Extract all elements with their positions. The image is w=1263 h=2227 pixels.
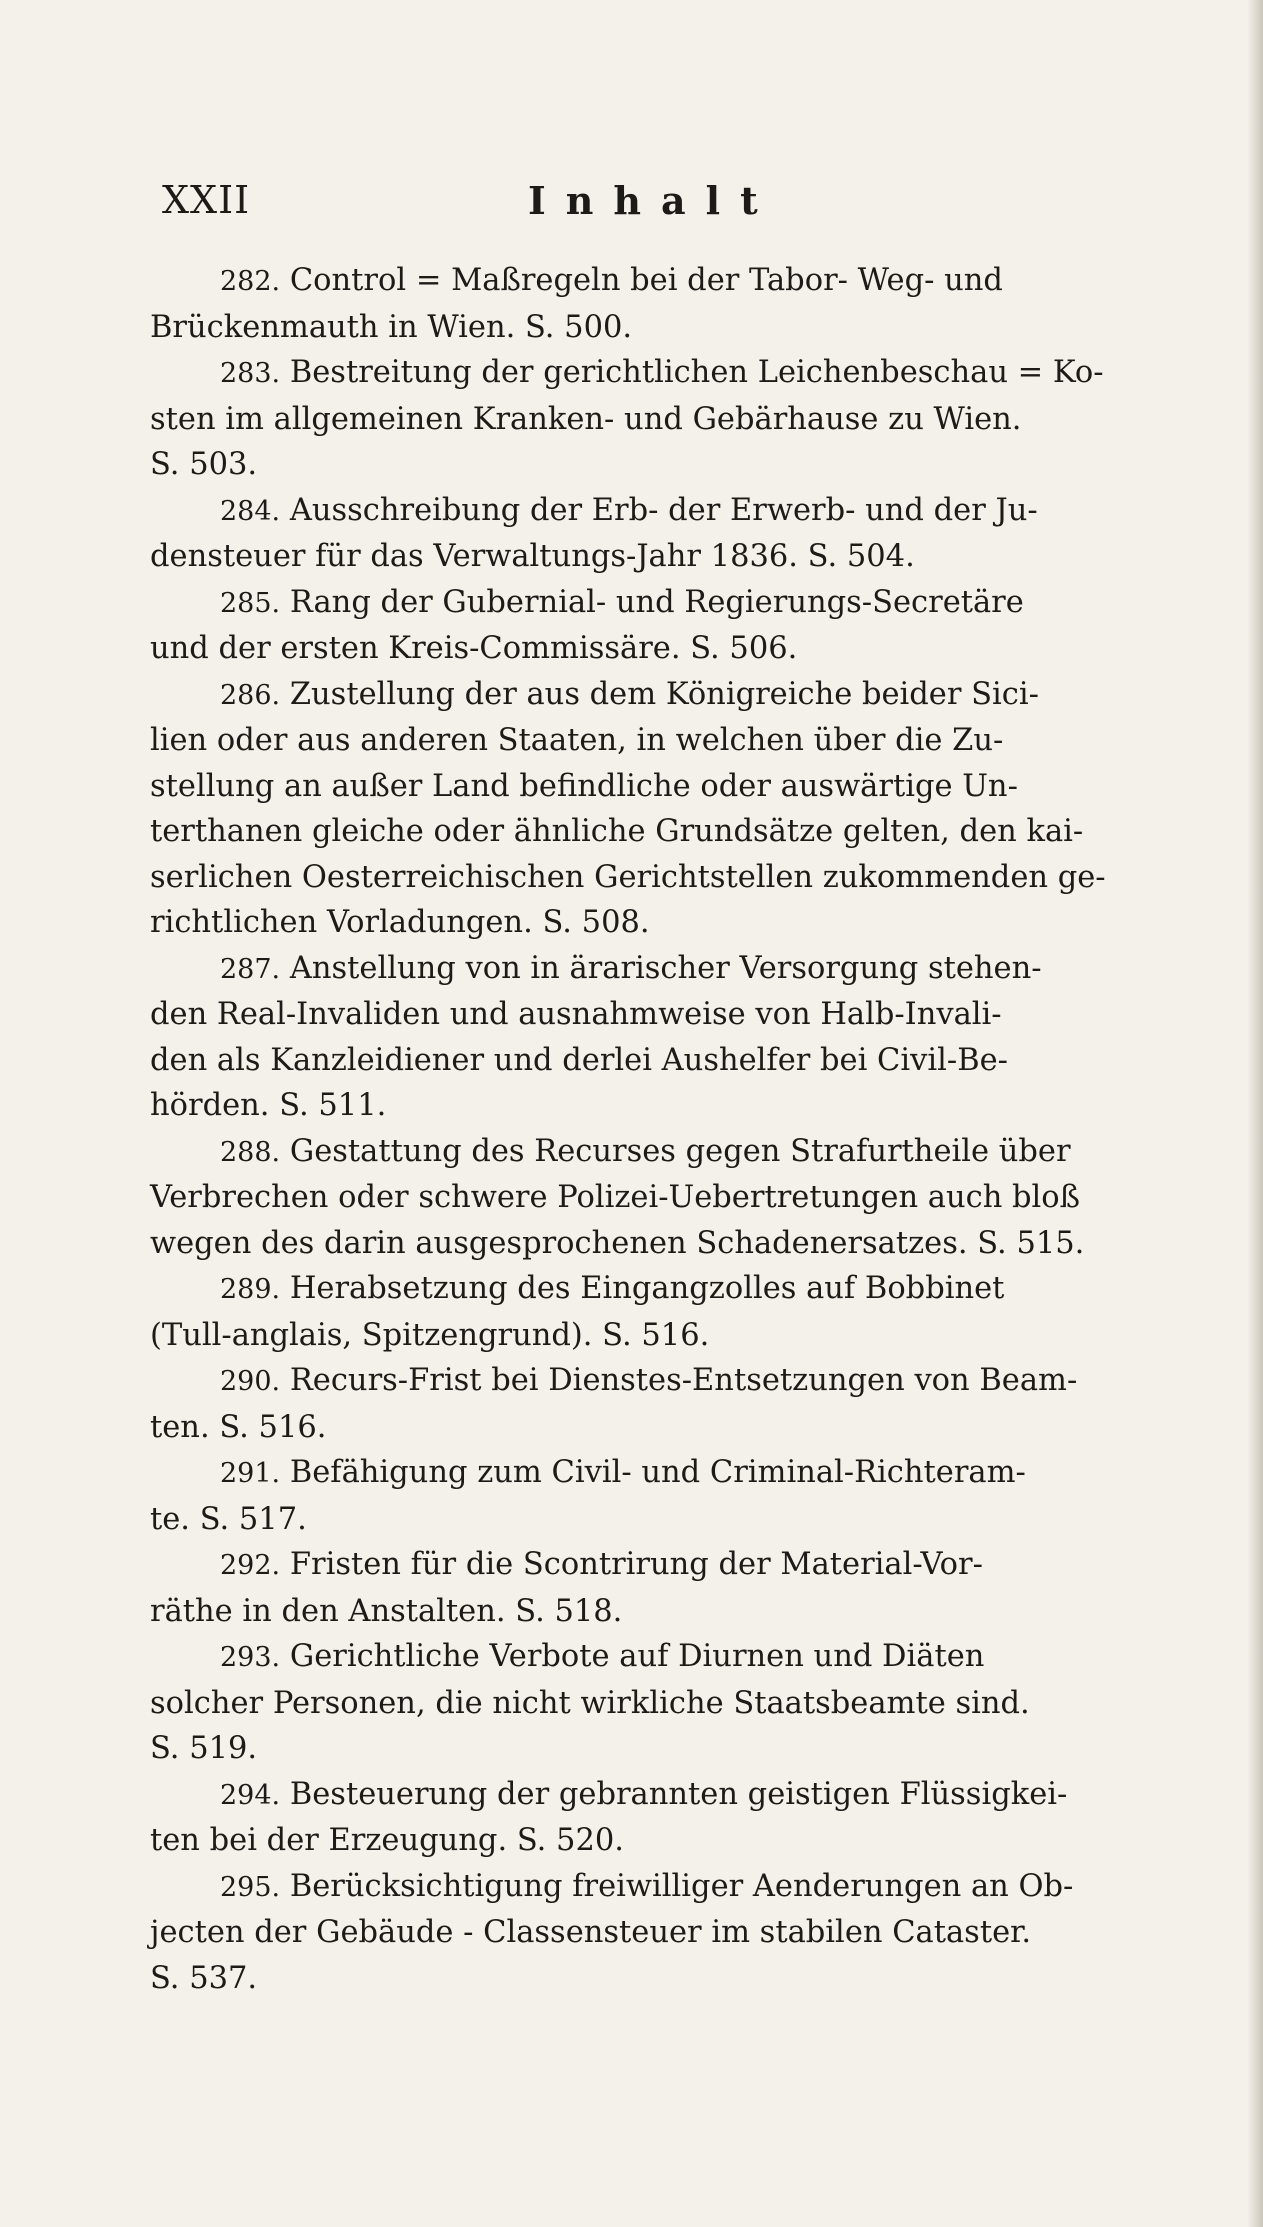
entry-line bbox=[150, 1450, 1120, 1497]
toc-entry bbox=[150, 946, 1120, 1129]
toc-entry bbox=[150, 1864, 1120, 2002]
page-number: XXII bbox=[162, 178, 251, 222]
page bbox=[150, 178, 1120, 2001]
entry-text: Ausschreibung der Erb- der Erwerb- und der Ju- bbox=[289, 492, 1038, 528]
entry-text: Besteuerung der gebrannten geistigen Flüssigkei- bbox=[289, 1776, 1068, 1812]
entry-line: richtlichen Vorladungen. S. 508. bbox=[150, 905, 650, 940]
entry-number: 285. bbox=[220, 587, 281, 619]
page-header bbox=[150, 178, 1120, 248]
entry-line: solcher Personen, die nicht wirkliche Staatsbeamte sind. bbox=[150, 1685, 1030, 1721]
entry-line: te. S. 517. bbox=[150, 1501, 307, 1537]
entry-line bbox=[150, 350, 1120, 397]
entry-line: und der ersten Kreis-Commissäre. S. 506. bbox=[150, 631, 798, 666]
entry-text: Gerichtliche Verbote auf Diurnen und Diäten bbox=[289, 1639, 985, 1674]
entry-number: 295. bbox=[220, 1871, 281, 1903]
entry-text: Fristen für die Scontrirung der Material-Vor- bbox=[289, 1547, 983, 1582]
toc-entry bbox=[150, 1358, 1120, 1450]
entry-text: Rang der Gubernial- und Regierungs-Secretäre bbox=[289, 584, 1024, 620]
running-title: Inhalt bbox=[528, 178, 778, 223]
entry-line: (Tull-anglais, Spitzengrund). S. 516. bbox=[150, 1317, 710, 1353]
entry-line: S. 537. bbox=[150, 1960, 258, 1996]
entry-line bbox=[150, 1772, 1120, 1819]
entry-number: 293. bbox=[220, 1642, 281, 1673]
entry-text: Herabsetzung des Eingangzolles auf Bobbinet bbox=[289, 1271, 1005, 1306]
entry-line bbox=[150, 946, 1120, 993]
toc-entry bbox=[150, 1266, 1120, 1358]
entry-line: sten im allgemeinen Kranken- und Gebärhause zu Wien. bbox=[150, 401, 1022, 437]
entry-line: serlichen Oesterreichischen Gerichtstellen zukommenden ge- bbox=[150, 859, 1106, 895]
entry-number: 282. bbox=[220, 266, 281, 297]
entry-line: terthanen gleiche oder ähnliche Grundsätze gelten, den kai- bbox=[150, 814, 1084, 849]
entry-number: 291. bbox=[220, 1458, 281, 1489]
entry-line: S. 503. bbox=[150, 447, 258, 482]
entry-text: Zustellung der aus dem Königreiche beider Sici- bbox=[289, 676, 1039, 712]
toc-entry bbox=[150, 1129, 1120, 1267]
entry-number: 286. bbox=[220, 679, 281, 711]
entry-line: den Real-Invaliden und ausnahmweise von Halb-Invali- bbox=[150, 997, 1002, 1032]
entry-line bbox=[150, 1542, 1120, 1589]
entry-line: Brückenmauth in Wien. S. 500. bbox=[150, 309, 633, 345]
entry-number: 288. bbox=[220, 1136, 281, 1168]
page-edge bbox=[1247, 0, 1263, 2227]
toc-entry bbox=[150, 1542, 1120, 1634]
entry-line: ten. S. 516. bbox=[150, 1409, 327, 1445]
entry-line: S. 519. bbox=[150, 1731, 258, 1766]
toc-entry bbox=[150, 350, 1120, 488]
toc-entry bbox=[150, 1772, 1120, 1864]
toc-entry bbox=[150, 1634, 1120, 1772]
entry-line bbox=[150, 1358, 1120, 1405]
toc-entry bbox=[150, 258, 1120, 350]
entry-text: Gestattung des Recurses gegen Strafurtheile über bbox=[289, 1133, 1071, 1169]
entry-line bbox=[150, 1864, 1120, 1911]
entry-line: stellung an außer Land befindliche oder auswärtige Un- bbox=[150, 768, 1018, 804]
entry-number: 287. bbox=[220, 953, 281, 985]
entry-number: 292. bbox=[220, 1550, 281, 1581]
entry-line: jecten der Gebäude - Classensteuer im stabilen Cataster. bbox=[150, 1915, 1032, 1950]
entry-line: densteuer für das Verwaltungs-Jahr 1836. S. 504. bbox=[150, 539, 915, 574]
entry-line: hörden. S. 511. bbox=[150, 1088, 387, 1123]
entry-line: den als Kanzleidiener und derlei Aushelfer bei Civil-Be- bbox=[150, 1042, 1008, 1078]
toc-entry bbox=[150, 1450, 1120, 1542]
entry-text: Bestreitung der gerichtlichen Leichenbeschau = Ko- bbox=[289, 355, 1104, 390]
entry-text: Befähigung zum Civil- und Criminal-Richteram- bbox=[289, 1455, 1026, 1490]
entry-line: räthe in den Anstalten. S. 518. bbox=[150, 1593, 623, 1629]
entry-line bbox=[150, 1634, 1120, 1681]
entry-text: Control = Maßregeln bei der Tabor- Weg- und bbox=[289, 263, 1003, 298]
entry-number: 289. bbox=[220, 1274, 281, 1305]
entry-line bbox=[150, 1129, 1120, 1176]
toc-entry bbox=[150, 580, 1120, 672]
entry-number: 284. bbox=[220, 495, 281, 527]
toc-entry bbox=[150, 488, 1120, 580]
entry-text: Berücksichtigung freiwilliger Aenderungen an Ob- bbox=[289, 1868, 1074, 1904]
entry-line bbox=[150, 258, 1120, 305]
entry-line: wegen des darin ausgesprochenen Schadenersatzes. S. 515. bbox=[150, 1225, 1085, 1261]
entry-line bbox=[150, 672, 1120, 719]
entry-text: Anstellung von in ärarischer Versorgung stehen- bbox=[289, 950, 1042, 986]
entry-line bbox=[150, 1266, 1120, 1313]
entry-number: 290. bbox=[220, 1366, 281, 1397]
entry-line: lien oder aus anderen Staaten, in welchen über die Zu- bbox=[150, 723, 1004, 758]
entry-line: Verbrechen oder schwere Polizei-Uebertretungen auch bloß bbox=[150, 1180, 1081, 1215]
entry-number: 294. bbox=[220, 1779, 281, 1811]
toc-entry bbox=[150, 672, 1120, 946]
entry-number: 283. bbox=[220, 358, 281, 389]
entry-line bbox=[150, 580, 1120, 627]
entry-text: Recurs-Frist bei Dienstes-Entsetzungen von Beam- bbox=[289, 1363, 1078, 1398]
entry-line bbox=[150, 488, 1120, 535]
table-of-contents bbox=[150, 258, 1120, 2001]
entry-line: ten bei der Erzeugung. S. 520. bbox=[150, 1823, 624, 1858]
